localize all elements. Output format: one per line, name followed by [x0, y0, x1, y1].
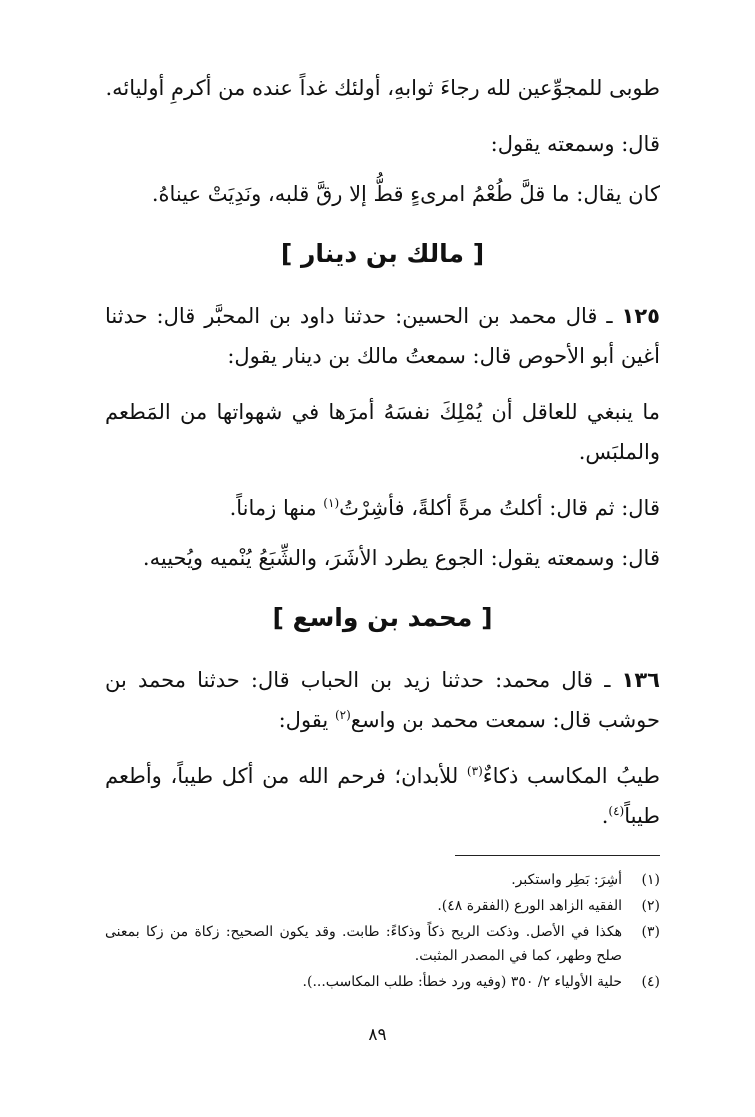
entry-number: ١٣٦	[621, 668, 660, 692]
footnotes	[105, 868, 660, 996]
footnote-text: حلية الأولياء ٢/ ٣٥٠ (وفيه ورد خطأ: طلب المكاسب...).	[302, 974, 622, 990]
entry-125-isnad	[105, 296, 660, 376]
page-number: ٨٩	[368, 1025, 387, 1045]
entry-136-text: طيبُ المكاسب ذكاءٌ$^{(٣)}$ للأبدان؛ فرحم الله من أكل طيباً، وأطعم طيباً$^{(٤)}$.	[105, 764, 661, 828]
footnote-text: أشِرَ: بَطِر واستكبر.	[511, 872, 622, 888]
footnote-item	[105, 970, 660, 994]
intro-quote-line: قال: وسمعته يقول:	[490, 132, 660, 156]
intro-saying: كان يقال: ما قلَّ طُعْمُ امرىءٍ قطُّ إلا رقَّ قلبه، ونَدِيَتْ عيناهُ.	[151, 182, 660, 206]
footnote-ref-3[interactable]: (٣)	[466, 764, 483, 778]
entry-125-text: ما ينبغي للعاقل أن يُمْلِكَ نفسَهُ أمرَها في شهواتها من المَطعم والملبَس.	[105, 400, 660, 464]
footnote-marker: (١)	[641, 872, 660, 888]
entry-number: ١٢٥	[621, 304, 660, 328]
footnote-marker: (٢)	[641, 898, 660, 914]
section-heading-muhammad: [ محمد بن واسع ]	[272, 603, 493, 632]
main-text	[105, 68, 660, 852]
entry-125-line3: قال: وسمعته يقول: الجوع يطرد الأشَرَ، والشِّبَعُ يُنْميه ويُحييه.	[142, 546, 660, 570]
footnote-ref-2[interactable]: (٢)	[334, 708, 351, 722]
footnote-ref-1[interactable]: (١)	[323, 496, 340, 510]
footnote-item	[105, 920, 660, 968]
footnote-item	[105, 868, 660, 892]
footnote-ref-4[interactable]: (٤)	[608, 804, 625, 818]
isnad-text: ـ قال محمد بن الحسين: حدثنا داود بن المحبَّر قال: حدثنا أغين أبو الأحوص قال: سمعتُ مالك بن دينار يقول:	[105, 304, 660, 368]
intro-paragraph: طوبى للمجوِّعين لله رجاءَ ثوابهِ، أولئك غداً عنده من أكرمِ أوليائه.	[105, 76, 660, 100]
footnote-text: الفقيه الزاهد الورع (الفقرة ٤٨).	[437, 898, 622, 914]
entry-136-isnad: ١٣٦ ـ قال محمد: حدثنا زيد بن الحباب قال: حدثنا محمد بن حوشب قال: سمعت محمد بن واسع$^{(٢)}$ يقول:	[105, 668, 660, 732]
footnote-divider	[455, 855, 660, 856]
section-heading-malik: [ مالك بن دينار ]	[280, 239, 485, 268]
footnote-marker: (٣)	[641, 924, 660, 940]
footnote-text: هكذا في الأصل. وذكت الريح ذكاً وذكاءً: طابت. وقد يكون الصحيح: زكاة من زكا بمعنى صلح وطهر، كما في المصدر المثبت.	[105, 924, 622, 964]
footnote-item	[105, 894, 660, 918]
entry-125-line2: قال: ثم قال: أكلتُ مرةً أكلةً، فأشِرْتُ$^{(١)}$ منها زماناً.	[229, 496, 660, 520]
footnote-marker: (٤)	[641, 974, 660, 990]
